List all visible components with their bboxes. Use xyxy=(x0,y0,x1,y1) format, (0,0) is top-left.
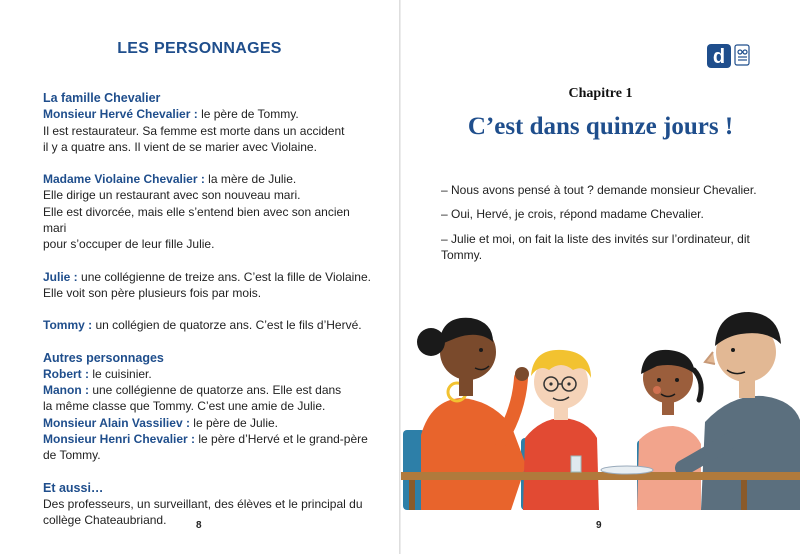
tommy-entry xyxy=(43,317,373,333)
violaine-name: Madame Violaine Chevalier : xyxy=(43,172,205,187)
robert-name: Robert : xyxy=(43,366,89,381)
chapter-title: C’est dans quinze jours ! xyxy=(467,113,734,140)
dialog-line-1: – Nous avons pensé à tout ? demande monsieur Chevalier. xyxy=(441,183,757,197)
alain-entry xyxy=(43,415,373,431)
also-entry xyxy=(43,496,373,529)
violaine-entry xyxy=(43,171,373,252)
julie-entry xyxy=(43,269,373,302)
julie-desc-1: une collégienne de treize ans. C’est la fille de Violaine. xyxy=(77,269,371,284)
boy-blond xyxy=(523,350,599,510)
julie-desc-2: Elle voit son père plusieurs fois par mois. xyxy=(43,285,262,300)
herve-name: Monsieur Hervé Chevalier : xyxy=(43,107,198,122)
reading-mascot-icon xyxy=(735,45,749,65)
tommy-desc: un collégien de quatorze ans. C’est le fils d’Hervé. xyxy=(92,318,362,333)
characters-title: LES PERSONNAGES xyxy=(117,40,282,57)
dialog-text xyxy=(441,182,776,271)
henri-name: Monsieur Henri Chevalier : xyxy=(43,432,196,447)
family-illustration xyxy=(401,290,800,510)
dialog-line-3: – Julie et moi, on fait la liste des invités sur l’ordinateur, dit Tommy. xyxy=(441,231,750,262)
manon-desc-1: une collégienne de quatorze ans. Elle est dans xyxy=(89,383,342,398)
robert-entry xyxy=(43,366,373,382)
girl-right xyxy=(637,350,701,510)
tommy-name: Tommy : xyxy=(43,318,93,333)
left-page xyxy=(0,0,399,554)
also-heading: Et aussi… xyxy=(43,480,104,495)
left-page-number: 8 xyxy=(196,520,202,531)
manon-entry xyxy=(43,382,373,415)
alain-desc: le père de Julie. xyxy=(189,415,279,430)
violaine-desc-1: la mère de Julie. xyxy=(204,172,297,187)
julie-name: Julie : xyxy=(43,269,78,284)
right-page-number: 9 xyxy=(596,520,602,531)
publisher-logo xyxy=(707,42,753,70)
also-desc-1: Des professeurs, un surveillant, des élèves et le principal du xyxy=(43,496,363,511)
violaine-desc-3: Elle est divorcée, mais elle s’entend bien avec son ancien mari xyxy=(43,204,350,236)
manon-desc-2: la même classe que Tommy. C’est une amie de Julie. xyxy=(43,399,326,414)
woman-left xyxy=(417,318,529,510)
logo-letter: d xyxy=(712,46,726,68)
herve-desc-2: Il est restaurateur. Sa femme est morte dans un accident xyxy=(43,123,345,138)
robert-desc: le cuisinier. xyxy=(89,366,152,381)
characters-list xyxy=(43,90,373,529)
also-desc-2: collège Chateaubriand. xyxy=(43,513,167,528)
henri-desc-2: de Tommy. xyxy=(43,448,101,463)
herve-entry xyxy=(43,106,373,155)
henri-desc-1: le père d’Hervé et le grand-père xyxy=(195,432,368,447)
right-page xyxy=(401,0,800,554)
alain-name: Monsieur Alain Vassiliev : xyxy=(43,415,190,430)
dialog-line-2: – Oui, Hervé, je crois, répond madame Chevalier. xyxy=(441,207,704,222)
violaine-desc-2: Elle dirige un restaurant avec son nouveau mari. xyxy=(43,188,301,203)
henri-entry xyxy=(43,431,373,464)
others-heading: Autres personnages xyxy=(43,350,164,365)
herve-desc-1: le père de Tommy. xyxy=(197,107,299,122)
family-heading: La famille Chevalier xyxy=(43,91,161,105)
violaine-desc-4: pour s’occuper de leur fille Julie. xyxy=(43,237,215,252)
manon-name: Manon : xyxy=(43,383,89,398)
chapter-label: Chapitre 1 xyxy=(568,86,633,101)
herve-desc-3: il y a quatre ans. Il vient de se marier avec Violaine. xyxy=(43,139,317,154)
